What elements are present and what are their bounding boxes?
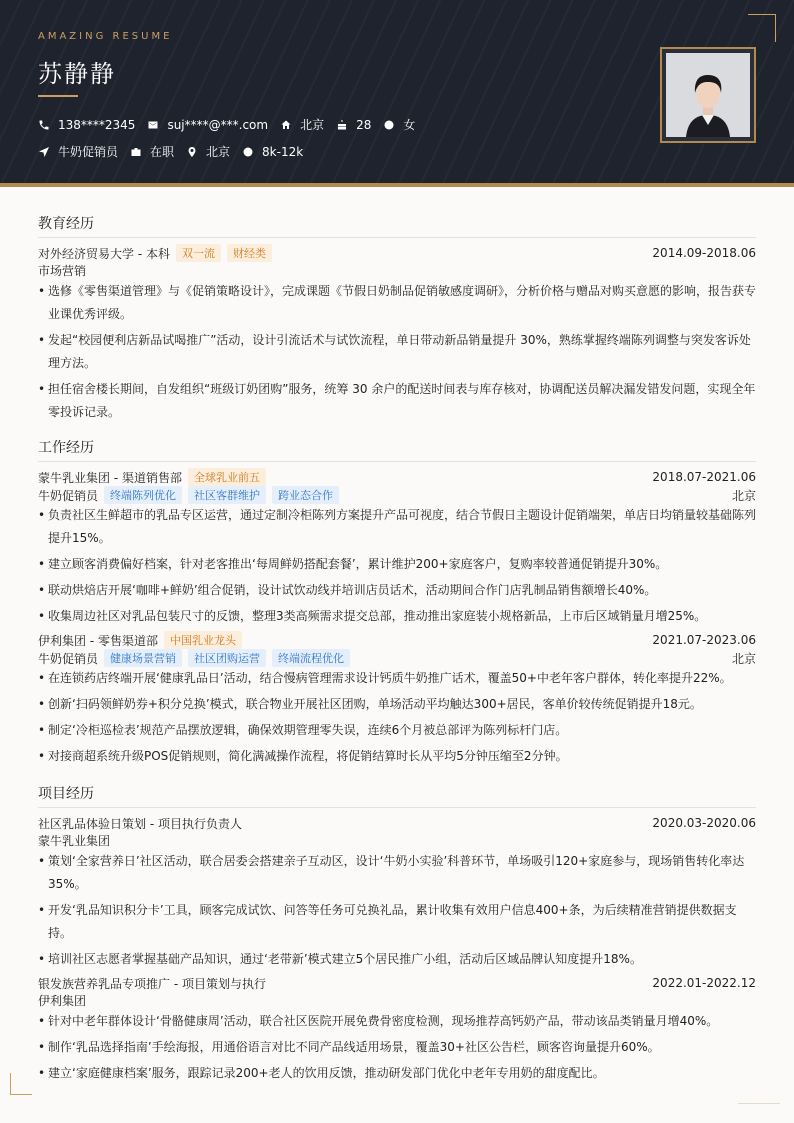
job-role: 牛奶促销员 — [38, 651, 99, 666]
work-title: 工作经历 — [38, 437, 756, 462]
projects-section — [38, 783, 756, 1088]
school-name: 对外经济贸易大学 - 本科 — [38, 246, 170, 261]
education-entry-header — [38, 244, 756, 262]
salary-info — [242, 145, 303, 159]
list-item: • 在连锁药店终端开展‘健康乳品日’活动，结合慢病管理需求设计钙质牛奶推广话术，覆盖50+中老年客户群体，转化率提升22%。 — [38, 667, 756, 690]
job-role: 牛奶促销员 — [38, 488, 99, 503]
job-date: 2021.07-2023.06 — [652, 633, 756, 647]
education-section — [38, 213, 756, 427]
job-date: 2018.07-2021.06 — [652, 470, 756, 484]
gender-icon — [383, 119, 395, 131]
corner-decoration — [748, 14, 776, 42]
phone-info — [38, 118, 135, 132]
project-bullets — [38, 1010, 756, 1085]
profile-photo — [666, 53, 750, 137]
work-section — [38, 437, 756, 771]
project-date: 2022.01-2022.12 — [652, 976, 756, 990]
role-tag: 终端陈列优化 — [104, 486, 182, 504]
mail-icon — [147, 119, 159, 131]
project-org: 蒙牛乳业集团 — [38, 834, 111, 848]
company-name: 伊利集团 - 零售渠道部 — [38, 633, 158, 648]
job-row — [38, 143, 303, 160]
list-item: • 制作‘乳品选择指南’手绘海报，用通俗语言对比不同产品线适用场景，覆盖30+社区公告栏，顾客咨询量提升60%。 — [38, 1036, 756, 1059]
hometown-text: 北京 — [300, 118, 325, 132]
list-item: • 针对中老年群体设计‘骨骼健康周’活动，联合社区医院开展免费骨密度检测，现场推荐高钙奶产品，带动该品类销量月增40%。 — [38, 1010, 756, 1033]
resume-header — [0, 0, 794, 187]
email-text: suj****@***.com — [167, 117, 269, 132]
projects-title: 项目经历 — [38, 783, 756, 808]
project-date: 2020.03-2020.06 — [652, 816, 756, 830]
salary-text: 8k-12k — [262, 144, 304, 159]
list-item: • 培训社区志愿者掌握基础产品知识，通过‘老带新’模式建立5个居民推广小组，活动后区域品牌认知度提升18%。 — [38, 948, 756, 971]
company-name: 蒙牛乳业集团 - 渠道销售部 — [38, 470, 182, 485]
list-item: • 负责社区生鲜超市的乳品专区运营，通过定制冷柜陈列方案提升产品可视度，结合节假日主题设计促销端架，单店日均销量较基础陈列提升15%。 — [38, 504, 756, 550]
company-tag: 全球乳业前五 — [188, 468, 266, 486]
project-name: 银发族营养乳品专项推广 - 项目策划与执行 — [38, 976, 266, 991]
job-bullets — [38, 667, 756, 768]
list-item: • 制定‘冷柜巡检表’规范产品摆放逻辑，确保效期管理零失误，连续6个月被总部评为陈列标杆门店。 — [38, 719, 756, 742]
role-tag: 跨业态合作 — [272, 486, 339, 504]
major: 市场营销 — [38, 264, 87, 278]
role-tag: 社区团购运营 — [188, 649, 266, 667]
education-date: 2014.09-2018.06 — [652, 246, 756, 260]
list-item: • 策划‘全家营养日’社区活动，联合居委会搭建亲子互动区，设计‘牛奶小实验’科普环节，单场吸引120+家庭参与，现场销售转化率达35%。 — [38, 850, 756, 896]
contact-row — [38, 116, 415, 133]
gender-info — [383, 116, 415, 133]
corner-decoration — [10, 1073, 32, 1095]
age-text: 28 — [356, 117, 372, 132]
job-info — [38, 143, 118, 160]
school-tag: 双一流 — [176, 244, 221, 262]
candidate-name: 苏静静 — [38, 60, 116, 88]
role-tag: 社区客群维护 — [188, 486, 266, 504]
company-tag: 中国乳业龙头 — [164, 631, 242, 649]
list-item: • 对接商超系统升级POS促销规则，简化满减操作流程，将促销结算时长从平均5分钟压缩至2分钟。 — [38, 745, 756, 768]
resume-tag: AMAZING RESUME — [38, 31, 173, 42]
job-role-row — [38, 649, 756, 667]
list-item: • 建立顾客消费偏好档案，针对老客推出‘每周鲜奶搭配套餐’，累计维护200+家庭客户，复购率较普通促销提升30%。 — [38, 553, 756, 576]
project-name: 社区乳品体验日策划 - 项目执行负责人 — [38, 816, 242, 831]
project-entry-header — [38, 974, 756, 992]
location-pin-icon — [186, 146, 198, 158]
corner-decoration — [738, 1103, 780, 1104]
role-tag: 终端流程优化 — [272, 649, 350, 667]
money-icon — [242, 146, 254, 158]
list-item: • 建立‘家庭健康档案’服务，跟踪记录200+老人的饮用反馈，推动研发部门优化中老年专用奶的甜度配比。 — [38, 1062, 756, 1085]
list-item: • 联动烘焙店开展‘咖啡+鲜奶’组合促销，设计试饮动线并培训店员话术，活动期间合作门店乳制品销售额增长40%。 — [38, 579, 756, 602]
list-item: • 选修《零售渠道管理》与《促销策略设计》，完成课题《节假日奶制品促销敏感度调研》，分析价格与赠品对购买意愿的影响，报告获专业课优秀评级。 — [38, 280, 756, 326]
status-info — [130, 143, 174, 160]
avatar — [660, 47, 756, 143]
job-location: 北京 — [731, 488, 756, 503]
job-bullets — [38, 504, 756, 628]
job-entry-header — [38, 468, 756, 486]
phone-text: 138****2345 — [58, 117, 136, 132]
education-bullets — [38, 280, 756, 424]
project-entry-header — [38, 814, 756, 832]
hometown-info — [280, 116, 324, 133]
project-org: 伊利集团 — [38, 994, 87, 1008]
job-entry-header — [38, 631, 756, 649]
job-location: 北京 — [731, 651, 756, 666]
status-text: 在职 — [150, 145, 175, 159]
list-item: • 担任宿舍楼长期间，自发组织“班级订奶团购”服务，统筹 30 余户的配送时间表与库存核对，协调配送员解决漏发错发问题，实现全年零投诉记录。 — [38, 378, 756, 424]
home-icon — [280, 119, 292, 131]
email-info — [147, 118, 268, 132]
name-underline — [38, 95, 78, 97]
phone-icon — [38, 119, 50, 131]
age-info — [336, 118, 371, 132]
project-bullets — [38, 850, 756, 971]
city-text: 北京 — [206, 145, 231, 159]
education-title: 教育经历 — [38, 213, 756, 238]
list-item: • 收集周边社区对乳品包装尺寸的反馈，整理3类高频需求提交总部，推动推出家庭装小规格新品，上市后区域销量月增25%。 — [38, 605, 756, 628]
school-tag: 财经类 — [227, 244, 272, 262]
role-tag: 健康场景营销 — [104, 649, 182, 667]
send-icon — [38, 146, 50, 158]
cake-icon — [336, 119, 348, 131]
job-role-row — [38, 486, 756, 504]
briefcase-icon — [130, 146, 142, 158]
gender-text: 女 — [403, 118, 416, 132]
list-item: • 创新‘扫码领鲜奶券+积分兑换’模式，联合物业开展社区团购，单场活动平均触达300+居民，客单价较传统促销提升18元。 — [38, 693, 756, 716]
job-text: 牛奶促销员 — [58, 145, 119, 159]
city-info — [186, 143, 230, 160]
list-item: • 发起“校园便利店新品试喝推广”活动，设计引流话术与试饮流程，单日带动新品销量提升 30%，熟练掌握终端陈列调整与突发客诉处理方法。 — [38, 329, 756, 375]
list-item: • 开发‘乳品知识积分卡’工具，顾客完成试饮、问答等任务可兑换礼品，累计收集有效用户信息400+条，为后续精准营销提供数据支持。 — [38, 899, 756, 945]
